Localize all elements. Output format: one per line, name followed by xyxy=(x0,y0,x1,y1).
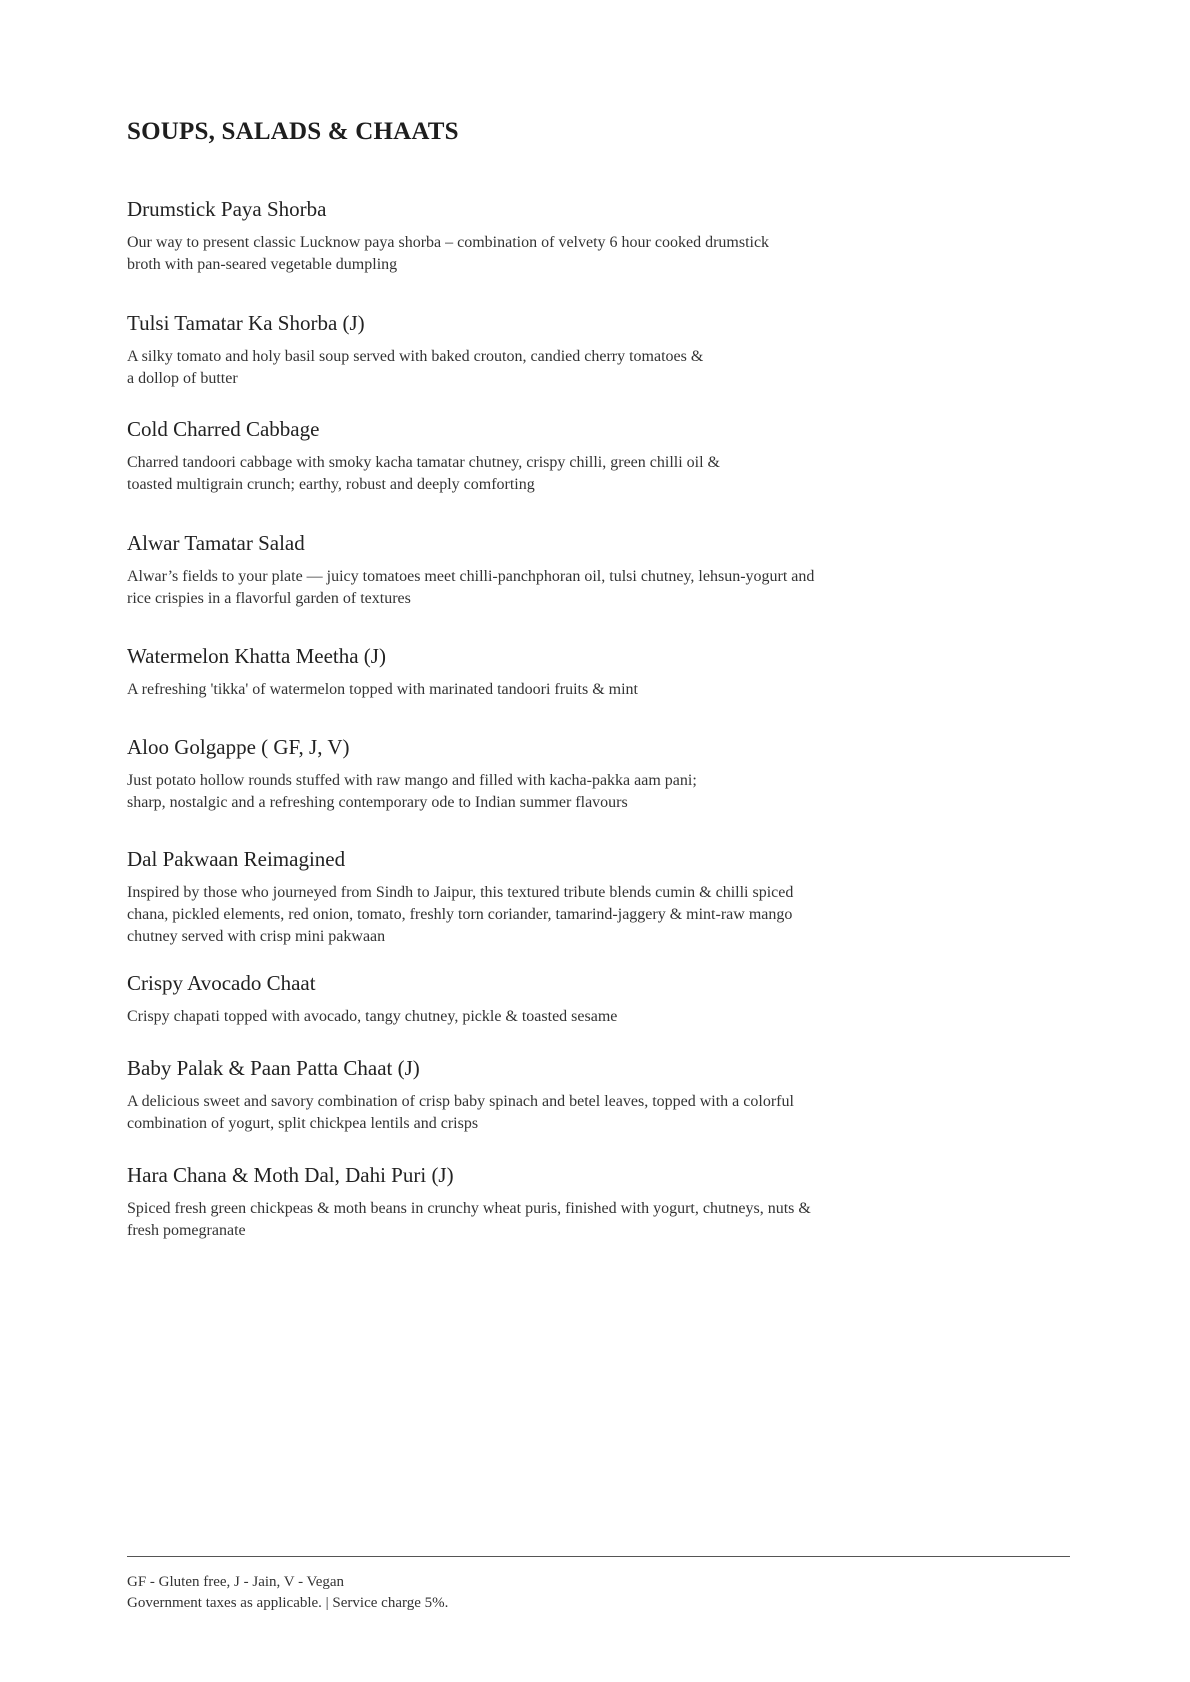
item-description: Alwar’s fields to your plate — juicy tomatoes meet chilli-panchphoran oil, tulsi chutney, lehsun-yogurt and rice crispies in a flavorful garden of textures xyxy=(127,568,815,607)
item-name: Drumstick Paya Shorba xyxy=(127,197,327,221)
menu-item xyxy=(127,970,927,1028)
menu-item xyxy=(127,530,927,610)
section-title: SOUPS, SALADS & CHAATS xyxy=(127,118,459,145)
item-description: A silky tomato and holy basil soup served with baked crouton, candied cherry tomatoes & a dollop of butter xyxy=(127,348,704,387)
footer-divider xyxy=(127,1556,1070,1557)
menu-item xyxy=(127,846,927,948)
item-name: Tulsi Tamatar Ka Shorba (J) xyxy=(127,311,365,335)
item-description: Inspired by those who journeyed from Sindh to Jaipur, this textured tribute blends cumin & chilli spiced chana, pickled elements, red onion, tomato, freshly torn coriander, tamarind-jaggery & mint-raw mango chutney served with crisp mini pakwaan xyxy=(127,884,794,945)
item-description: Crispy chapati topped with avocado, tangy chutney, pickle & toasted sesame xyxy=(127,1008,618,1025)
menu-item xyxy=(127,1055,927,1135)
item-name: Aloo Golgappe ( GF, J, V) xyxy=(127,735,350,759)
item-description: A refreshing 'tikka' of watermelon topped with marinated tandoori fruits & mint xyxy=(127,681,638,698)
menu-item xyxy=(127,310,927,390)
item-name: Baby Palak & Paan Patta Chaat (J) xyxy=(127,1056,420,1080)
item-description: Just potato hollow rounds stuffed with raw mango and filled with kacha-pakka aam pani; sharp, nostalgic and a refreshing contemporary ode to Indian summer flavours xyxy=(127,772,697,811)
menu-item xyxy=(127,1162,927,1242)
tax-note: Government taxes as applicable. | Service charge 5%. xyxy=(127,1595,449,1611)
item-description: A delicious sweet and savory combination of crisp baby spinach and betel leaves, topped with a colorful combination of yogurt, split chickpea lentils and crisps xyxy=(127,1093,794,1132)
item-name: Dal Pakwaan Reimagined xyxy=(127,847,346,871)
footer xyxy=(127,1572,448,1614)
menu-item xyxy=(127,196,927,276)
item-name: Watermelon Khatta Meetha (J) xyxy=(127,644,386,668)
menu-item xyxy=(127,734,927,814)
menu-item xyxy=(127,416,927,496)
item-name: Crispy Avocado Chaat xyxy=(127,971,316,995)
dietary-legend: GF - Gluten free, J - Jain, V - Vegan xyxy=(127,1574,345,1590)
item-description: Our way to present classic Lucknow paya shorba – combination of velvety 6 hour cooked drumstick broth with pan-seared vegetable dumpling xyxy=(127,234,770,273)
item-name: Alwar Tamatar Salad xyxy=(127,531,305,555)
item-name: Cold Charred Cabbage xyxy=(127,417,320,441)
menu-item xyxy=(127,643,927,701)
item-description: Charred tandoori cabbage with smoky kacha tamatar chutney, crispy chilli, green chilli oil & toasted multigrain crunch; earthy, robust and deeply comforting xyxy=(127,454,720,493)
item-description: Spiced fresh green chickpeas & moth beans in crunchy wheat puris, finished with yogurt, chutneys, nuts & fresh pomegranate xyxy=(127,1200,811,1239)
item-name: Hara Chana & Moth Dal, Dahi Puri (J) xyxy=(127,1163,454,1187)
